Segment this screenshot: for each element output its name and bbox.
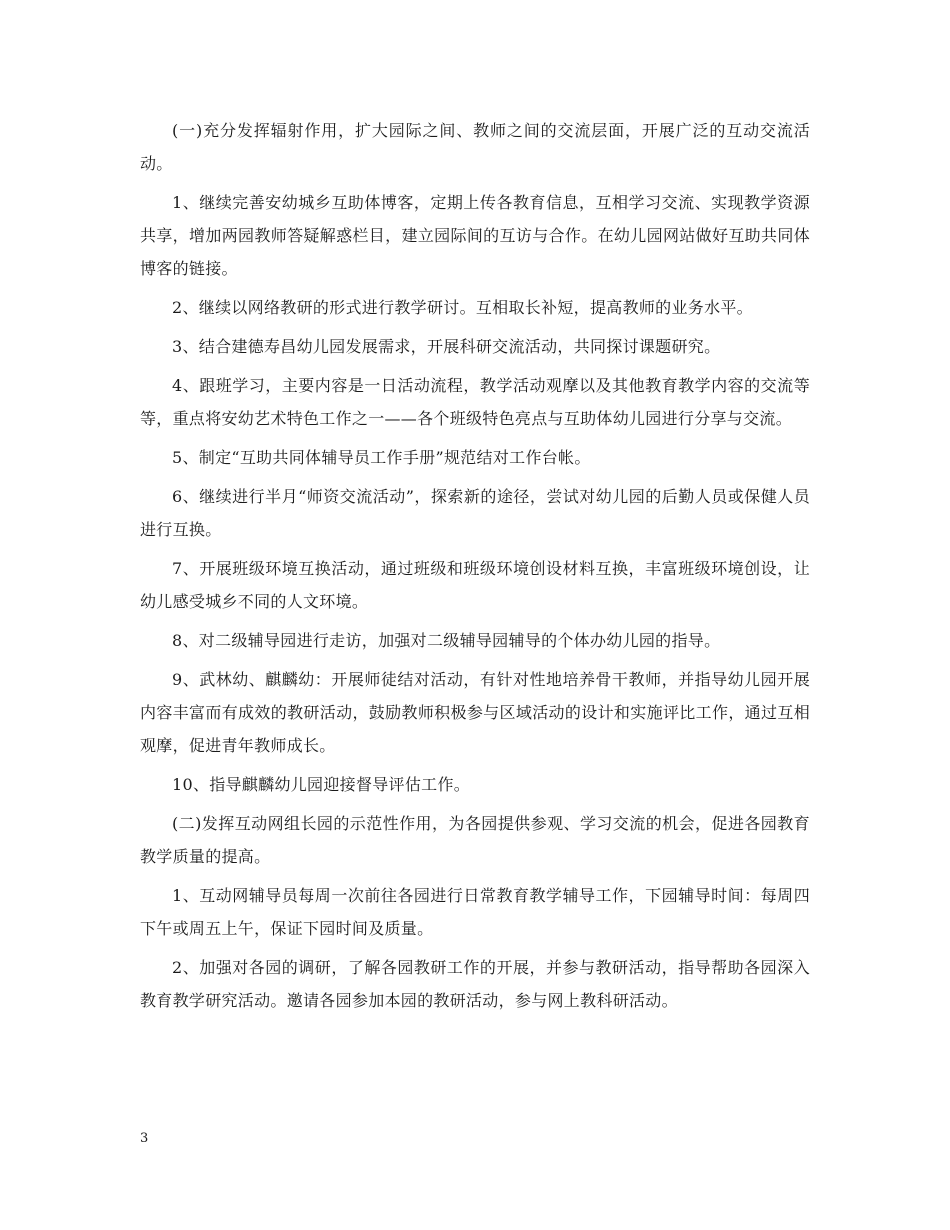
paragraph-9: 8、对二级辅导园进行走访，加强对二级辅导园辅导的个体办幼儿园的指导。 [172,631,721,650]
paragraph-3: 2、继续以网络教研的形式进行教学研讨。互相取长补短，提高教师的业务水平。 [172,298,753,317]
paragraph-14: 2、加强对各园的调研，了解各园教研工作的开展，并参与教研活动，指导帮助各园深入教育教学研究活动。邀请各园参加本园的教研活动，参与网上教科研活动。 [140,958,810,1010]
page-number: 3 [140,1131,149,1146]
paragraph-13: 1、互动网辅导员每周一次前往各园进行日常教育教学辅导工作，下园辅导时间：每周四下午或周五上午，保证下园时间及质量。 [140,886,810,938]
document-body [140,114,810,1023]
paragraph-11: 10、指导麒麟幼儿园迎接督导评估工作。 [172,775,471,794]
paragraph-7: 6、继续进行半月“师资交流活动”，探索新的途径，尝试对幼儿园的后勤人员或保健人员进行互换。 [140,487,810,539]
paragraph-10: 9、武林幼、麒麟幼：开展师徒结对活动，有针对性地培养骨干教师，并指导幼儿园开展内容丰富而有成效的教研活动，鼓励教师积极参与区域活动的设计和实施评比工作，通过互相观摩，促进青年教师成长。 [140,670,810,755]
paragraph-12: (二)发挥互动网组长园的示范性作用，为各园提供参观、学习交流的机会，促进各园教育教学质量的提高。 [140,814,810,866]
paragraph-6: 5、制定“互助共同体辅导员工作手册”规范结对工作台帐。 [172,448,591,467]
paragraph-2: 1、继续完善安幼城乡互助体博客，定期上传各教育信息，互相学习交流、实现教学资源共享，增加两园教师答疑解惑栏目，建立园际间的互访与合作。在幼儿园网站做好互助共同体博客的链接。 [140,193,810,278]
paragraph-5: 4、跟班学习，主要内容是一日活动流程，教学活动观摩以及其他教育教学内容的交流等等，重点将安幼艺术特色工作之一——各个班级特色亮点与互助体幼儿园进行分享与交流。 [140,376,810,428]
paragraph-8: 7、开展班级环境互换活动，通过班级和班级环境创设材料互换，丰富班级环境创设，让幼儿感受城乡不同的人文环境。 [140,559,810,611]
paragraph-4: 3、结合建德寿昌幼儿园发展需求，开展科研交流活动，共同探讨课题研究。 [172,337,721,356]
paragraph-1: (一)充分发挥辐射作用，扩大园际之间、教师之间的交流层面，开展广泛的互动交流活动。 [140,121,810,173]
